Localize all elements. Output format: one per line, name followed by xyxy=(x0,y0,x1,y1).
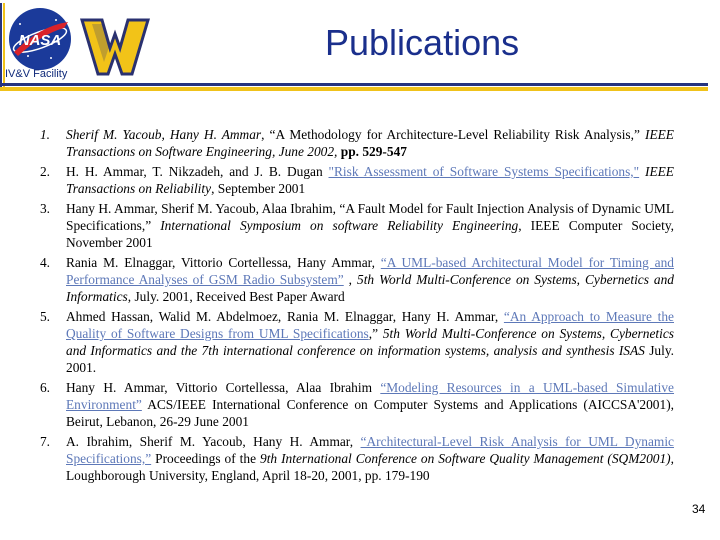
page-number: 34 xyxy=(692,502,706,516)
pub-venue: 5th World Multi-Conference on Systems, Cybernetics and Informatics and the 7th international conference on information systems, analysis and synthesis ISAS xyxy=(66,325,674,358)
header-vertical-bar xyxy=(0,3,2,87)
publication-list xyxy=(30,126,674,487)
item-number: 5. xyxy=(39,308,50,324)
svg-text:NASA: NASA xyxy=(18,32,62,49)
publication-item xyxy=(30,126,674,160)
wvu-logo xyxy=(80,14,150,80)
pub-venue: 5th World Multi-Conference on Systems, Cybernetics and Informatics xyxy=(66,271,675,304)
item-number: 4. xyxy=(39,254,50,270)
pub-date: , Loughborough University, England, April 18-20, 2001, pp. 179-190 xyxy=(66,451,674,484)
header-rule-accent xyxy=(0,87,708,91)
page-title: Publications xyxy=(325,22,520,63)
pub-date: , July. 2001, Received Best Paper Award xyxy=(127,289,345,304)
pub-authors: A. Ibrahim, Sherif M. Yacoub, Hany H. Ammar, xyxy=(66,433,361,449)
pub-title-link[interactable]: “An Approach to Measure the Quality of Software Designs from UML Specifications xyxy=(66,308,674,341)
pub-venue: International Symposium on software Reliability Engineering xyxy=(151,217,519,233)
pub-venue: 9th International Conference on Software Quality Management (SQM2001) xyxy=(260,451,671,466)
pub-prefix: Proceedings of the xyxy=(151,451,261,466)
item-number: 7. xyxy=(39,433,50,449)
item-number: 1. xyxy=(39,127,50,142)
facility-label: IV&V Facility xyxy=(5,68,68,80)
pub-title-link[interactable]: “A UML-based Architectural Model for Timing and Performance Analyses of GSM Radio Subsystem” xyxy=(66,254,674,287)
pub-title-link[interactable]: “Modeling Resources in a UML-based Simulative Environment” xyxy=(66,379,675,412)
pub-authors: Sherif M. Yacoub, Hany H. Ammar xyxy=(66,127,262,142)
pub-authors: Hany H. Ammar, Sherif M. Yacoub, Alaa Ibrahim, xyxy=(66,200,340,216)
publication-item xyxy=(30,200,674,252)
item-number: 6. xyxy=(39,379,50,395)
publication-item xyxy=(30,433,674,485)
pub-separator: ,” xyxy=(368,325,383,341)
pub-authors: H. H. Ammar, T. Nikzadeh, and J. B. Dugan xyxy=(66,163,329,179)
pub-date: , IEEE Computer Society, November 2001 xyxy=(66,217,675,250)
pub-authors: Ahmed Hassan, Walid M. Abdelmoez, Rania M. Elnaggar, Hany H. Ammar, xyxy=(66,308,504,324)
pub-date: , September 2001 xyxy=(211,181,306,196)
pub-title-link[interactable]: "Risk Assessment of Software Systems Specifications," xyxy=(328,163,640,179)
pub-separator: , xyxy=(343,271,357,287)
pub-pages: pp. 529-547 xyxy=(337,144,407,160)
header-vertical-bar-accent xyxy=(3,3,5,87)
pub-venue: IEEE Transactions on Software Engineering, June 2002, xyxy=(66,127,674,160)
pub-title: “A Fault Model for Fault Injection Analysis of Dynamic UML Specifications,” xyxy=(66,200,674,233)
header-logos xyxy=(0,0,160,90)
pub-title: , “A Methodology for Architecture-Level Reliability Risk Analysis,” xyxy=(261,127,640,142)
publication-item xyxy=(30,308,674,377)
pub-date: ACS/IEEE International Conference on Computer Systems and Applications (AICCSA'2001), Beirut, Lebanon, 26-29 June 2001 xyxy=(66,397,674,430)
pub-title-link[interactable]: “Architectural-Level Risk Analysis for UML Dynamic Specifications,” xyxy=(66,433,674,466)
item-number: 3. xyxy=(39,200,50,216)
pub-authors: Rania M. Elnaggar, Vittorio Cortellessa, Hany Ammar, xyxy=(66,254,381,270)
item-number: 2. xyxy=(39,163,50,179)
pub-authors: Hany H. Ammar, Vittorio Cortellessa, Alaa Ibrahim xyxy=(66,379,381,395)
header-rule xyxy=(0,83,708,86)
publication-item xyxy=(30,379,674,431)
pub-venue: IEEE Transactions on Reliability xyxy=(66,163,674,196)
publication-item xyxy=(30,163,674,197)
publication-item xyxy=(30,254,674,306)
pub-date: July. 2001. xyxy=(66,343,674,376)
nasa-logo xyxy=(6,6,74,72)
